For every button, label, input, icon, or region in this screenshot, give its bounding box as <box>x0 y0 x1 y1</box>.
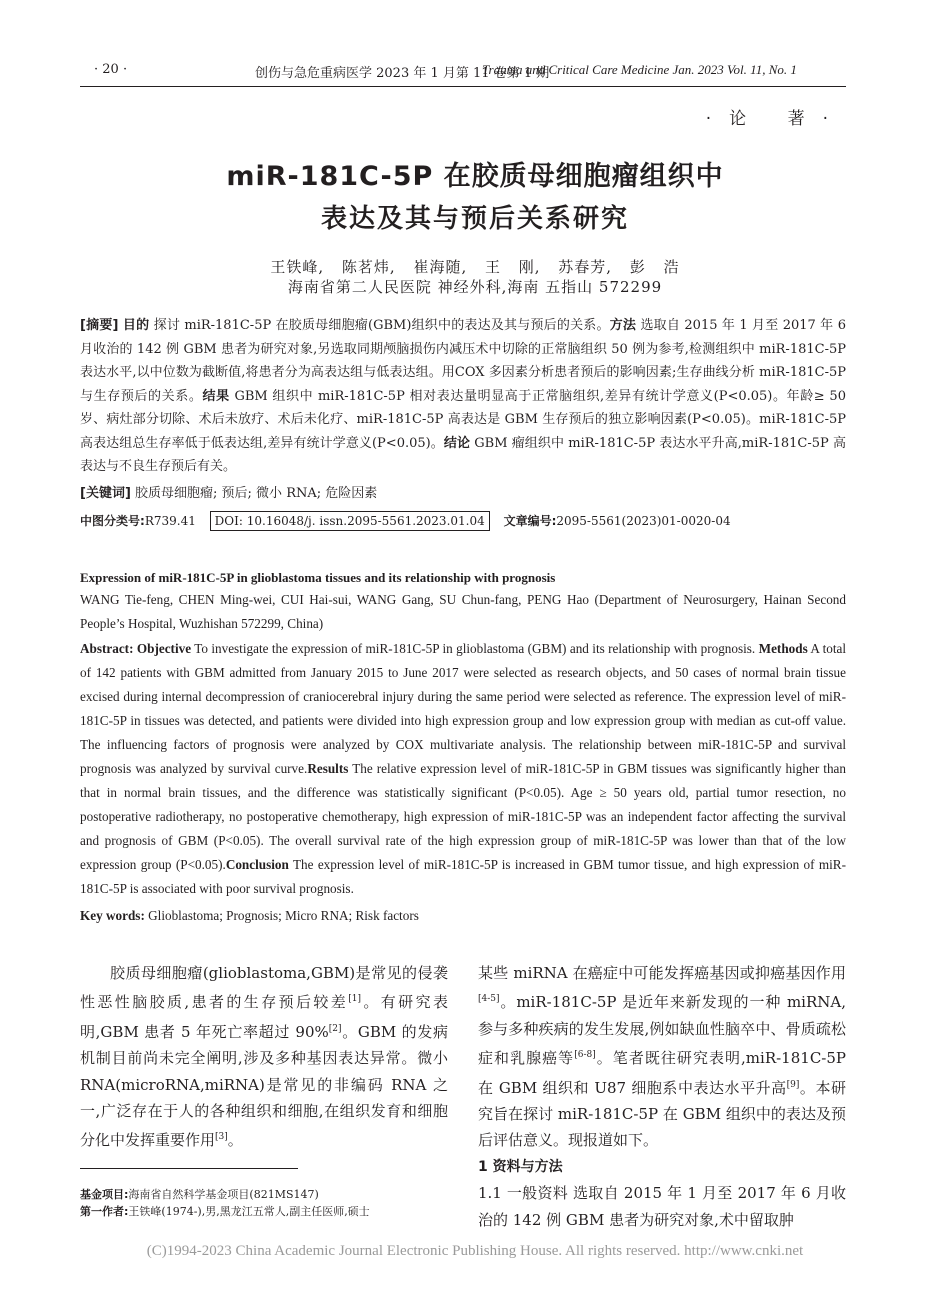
section-label: ·论 著· <box>705 109 846 129</box>
body-text: 胶质母细胞瘤(glioblastoma,GBM)是常见的侵袭性恶性脑胶质,患者的生存预后较差 <box>80 964 448 1012</box>
body-text: 。GBM 的发病机制目前尚未完全阐明,涉及多种基因表达异常。微小 RNA(microRNA,miRNA)是常见的非编码 RNA 之一,广泛存在于人的各种组织和细胞,在组织发育和细胞分化中发挥重要作用 <box>80 1022 449 1150</box>
citation-ref[interactable]: [1] <box>348 994 361 1005</box>
subsection-text: 1.1 一般资料 选取自 2015 年 1 月至 2017 年 6 月收治的 142 例 GBM 患者为研究对象,术中留取肿 <box>478 1184 846 1229</box>
body-text: 。笔者既往研究表明,miR-181C-5P 在 GBM 组织和 U87 细胞系中表达水平升高 <box>478 1049 846 1097</box>
article-number: 2095-5561(2023)01-0020-04 <box>556 514 731 528</box>
doi-box[interactable]: DOI: 10.16048/j. issn.2095-5561.2023.01.04 <box>210 511 490 531</box>
results-label: 结果 <box>202 388 230 404</box>
en-keywords-label: Key words: <box>80 908 145 923</box>
journal-name-cn: 创伤与急危重病医学 2023 年 1 月第 11 卷第 1 期 <box>255 66 550 81</box>
first-author-label: 第一作者: <box>80 1205 129 1218</box>
body-text: 。本研究旨在探讨 miR-181C-5P 在 GBM 组织中的表达及预后评估意义。现报道如下。 <box>478 1078 846 1150</box>
body-text: 。miR-181C-5P 是近年来新发现的一种 miRNA,参与多种疾病的发生发展,例如缺血性脑卒中、骨质疏松症和乳腺癌等 <box>478 993 846 1068</box>
keywords-label: [关键词] <box>80 486 131 501</box>
title-line-1: miR-181C-5P 在胶质母细胞瘤组织中 <box>226 161 724 192</box>
body-text: 某些 miRNA 在癌症中可能发挥癌基因或抑癌基因作用 <box>478 964 846 982</box>
english-abstract <box>80 637 846 901</box>
fund-label: 基金项目: <box>80 1188 129 1201</box>
title-line-2: 表达及其与预后关系研究 <box>320 204 629 234</box>
citation-ref[interactable]: [9] <box>786 1079 800 1090</box>
footnote-divider <box>80 1168 298 1169</box>
en-keywords: Glioblastoma; Prognosis; Micro RNA; Risk factors <box>148 908 419 923</box>
article-meta <box>80 510 846 534</box>
body-text: 。有研究表明,GBM 患者 5 年死亡率超过 90% <box>80 993 448 1041</box>
funding-footnote <box>80 1186 319 1202</box>
en-methods: A total of 142 patients with GBM admitted from January 2015 to June 2017 were selected as research objects, and 50 cases of normal brain tissue excised during internal decompression of craniocerebral injury during the same period were selected as reference. The expression level of miR-181C-5P in tissues was detected, and patients were divided into high expression group and low expression group with median as cut-off value. The influencing factors of prognosis were analyzed by COX multivariate analysis. The relationship between miR-181C-5P and survival prognosis was analyzed by survival curve. <box>80 641 847 776</box>
abstract-label: [摘要] <box>80 318 119 333</box>
en-conclusion: The expression level of miR-181C-5P is increased in GBM tumor tissue, and high expression of miR-181C-5P is associated with poor survival prognosis. <box>80 857 846 896</box>
keywords-cn <box>80 482 846 506</box>
clc-value: R739.41 <box>144 514 196 528</box>
copyright-footer: (C)1994-2023 China Academic Journal Electronic Publishing House. All rights reserved. http://www.cnki.net <box>146 1243 804 1259</box>
en-results: The relative expression level of miR-181C-5P in GBM tissues was significantly higher than that in normal brain tissues, and the difference was statistically significant (P<0.05). Age ≥ 50 years old, partial tumor resection, no postoperative radiotherapy, no postoperative chemotherapy, high expression of miR-181C-5P was an independent factor affecting the survival and prognosis of GBM (P<0.05). The overall survival rate of the high expression group of miR-181C-5P was lower than that of the low expression group (P<0.05). <box>80 761 846 872</box>
en-results-label: Results <box>307 761 349 776</box>
citation-ref[interactable]: [6-8] <box>574 1050 596 1061</box>
first-author-text: 王铁峰(1974-),男,黑龙江五常人,副主任医师,硕士 <box>128 1205 370 1218</box>
body-column-right <box>478 960 846 1233</box>
objective-text: 探讨 miR-181C-5P 在胶质母细胞瘤(GBM)组织中的表达及其与预后的关系。 <box>153 318 610 333</box>
body-text: 。 <box>227 1131 243 1150</box>
citation-ref[interactable]: [4-5] <box>478 994 500 1005</box>
citation-ref[interactable]: [3] <box>215 1132 228 1143</box>
author-list: 王铁峰, 陈茗炜, 崔海随, 王 刚, 苏春芳, 彭 浩 <box>270 258 680 276</box>
author-footnote <box>80 1203 370 1219</box>
running-header <box>80 58 846 87</box>
section-heading: 1 资料与方法 <box>478 1158 563 1175</box>
citation-ref[interactable]: [2] <box>328 1023 342 1034</box>
body-column-left <box>80 960 448 1154</box>
clc-label: 中图分类号: <box>80 514 145 528</box>
page-number: · 20 · <box>94 62 128 77</box>
conclusion-label: 结论 <box>443 435 471 451</box>
methods-label: 方法 <box>609 318 637 333</box>
english-keywords <box>80 904 846 928</box>
en-conclusion-label: Conclusion <box>225 857 289 872</box>
en-objective: To investigate the expression of miR-181C-5P in glioblastoma (GBM) and its relationship with prognosis. <box>194 641 756 656</box>
objective-label: 目的 <box>122 318 150 333</box>
abstract-cn <box>80 314 846 479</box>
affiliation: 海南省第二人民医院 神经外科,海南 五指山 572299 <box>287 278 663 296</box>
en-methods-label: Methods <box>758 641 808 656</box>
english-title: Expression of miR-181C-5P in glioblastoma tissues and its relationship with prognosis <box>80 570 556 585</box>
results-text: GBM 组织中 miR-181C-5P 相对表达量明显高于正常脑组织,差异有统计学意义(P<0.05)。年龄≥ 50 岁、病灶部分切除、术后未放疗、术后未化疗、miR-181C-5P 高表达是 GBM 生存预后的独立影响因素(P<0.05)。miR-181C-5P 高表达组总生存率低于低表达组,差异有统计学意义(P<0.05)。 <box>80 388 846 451</box>
article-number-label: 文章编号: <box>503 514 557 528</box>
fund-text: 海南省自然科学基金项目(821MS147) <box>128 1188 319 1201</box>
english-authors: WANG Tie-feng, CHEN Ming-wei, CUI Hai-sui, WANG Gang, SU Chun-fang, PENG Hao (Department of Neurosurgery, Hainan Second People’s Hospital, Wuzhishan 572299, China) <box>80 592 846 631</box>
methods-text: 选取自 2015 年 1 月至 2017 年 6 月收治的 142 例 GBM 患者为研究对象,另选取同期颅脑损伤内减压术中切除的正常脑组织 50 例为参考,检测组织中 miR-181C-5P 表达水平,以中位数为截断值,将患者分为高表达组与低表达组。用COX 多因素分析患者预后的影响因素;生存曲线分析 miR-181C-5P 与生存预后的关系。 <box>80 318 846 404</box>
en-abstract-label: Abstract: Objective <box>80 641 192 656</box>
journal-name-en: Trauma and Critical Care Medicine Jan. 2023 Vol. 11, No. 1 <box>482 62 797 77</box>
conclusion-text: GBM 瘤组织中 miR-181C-5P 表达水平升高,miR-181C-5P 高表达与不良生存预后有关。 <box>80 435 846 474</box>
keywords-text: 胶质母细胞瘤; 预后; 微小 RNA; 危险因素 <box>135 486 378 501</box>
